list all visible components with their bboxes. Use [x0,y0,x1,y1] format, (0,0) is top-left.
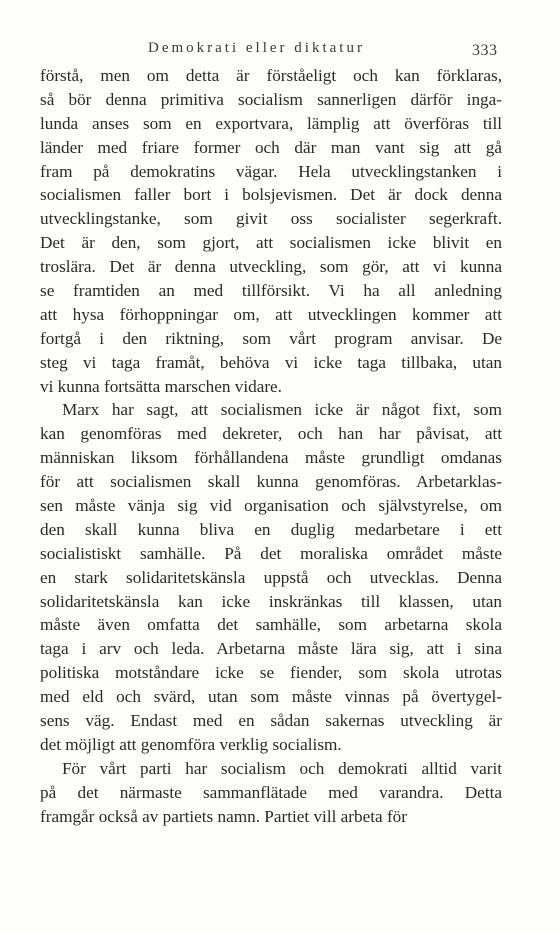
text-line: så bör denna primitiva socialism sannerligen därför inga- [40,89,502,109]
paragraph [40,757,502,829]
paragraph [40,64,502,398]
text-line: fortgå i den riktning, som vårt program anvisar. De [40,328,502,348]
text-line: socialismen faller bort i bolsjevismen. Det är dock denna [40,185,502,205]
text-line: troslära. Det är denna utveckling, som gör, att vi kunna [40,257,502,277]
text-line: förstå, men om detta är förståeligt och kan förklaras, [40,66,502,85]
text-line: politiska motståndare icke se fiender, som skola utrotas [40,663,502,683]
text-line: solidaritetskänsla kan icke inskränkas till klassen, utan [40,591,502,611]
paragraph [40,398,502,756]
text-line: steg vi taga framåt, behöva vi icke taga tillbaka, utan [40,352,502,372]
text-line: utvecklingstanke, som givit oss socialister segerkraft. [40,209,502,229]
text-line: länder med friare former och där man vant sig att gå [40,137,502,157]
text-line: vi kunna fortsätta marschen vidare. [40,376,282,396]
running-head [0,40,560,64]
text-line: måste även omfatta det samhälle, som arbetarna skola [40,615,502,635]
text-line: sen måste vänja sig vid organisation och självstyrelse, om [40,496,502,516]
text-line: För vårt parti har socialism och demokrati alltid varit [62,758,502,778]
text-line: sens väg. Endast med en sådan sakernas utveckling är [40,711,502,731]
text-line: på det närmaste sammanflätade med varandra. Detta [40,782,502,802]
running-title: Demokrati eller diktatur [148,40,365,56]
text-line: en stark solidaritetskänsla uppstå och utvecklas. Denna [40,567,502,587]
text-line: med eld och svärd, utan som måste vinnas på övertygel- [40,687,502,707]
page-number: 333 [472,42,498,59]
text-line: Det är den, som gjort, att socialismen icke blivit en [40,233,502,253]
text-line: människan liksom förhållandena måste grundligt omdanas [40,448,502,468]
text-line: den skall kunna bliva en duglig medarbetare i ett [40,519,502,539]
text-line: det möjligt att genomföra verklig socialism. [40,734,342,754]
text-line: att hysa förhoppningar om, att utvecklingen kommer att [40,304,502,324]
text-line: fram på demokratins vägar. Hela utvecklingstanken i [40,161,502,181]
text-line: se framtiden an med tillförsikt. Vi ha all anledning [40,281,502,301]
text-line: socialistiskt samhälle. På det moraliska området måste [40,543,502,563]
text-line: lunda anses som en exportvara, lämplig att överföras till [40,113,502,133]
text-line: Marx har sagt, att socialismen icke är något fixt, som [62,400,502,420]
text-line: taga i arv och leda. Arbetarna måste lära sig, att i sina [40,639,502,659]
body-text [40,64,502,829]
text-line: kan genomföras med dekreter, och han har påvisat, att [40,424,502,444]
text-line: för att socialismen skall kunna genomföras. Arbetarklas- [40,472,502,492]
text-line: framgår också av partiets namn. Partiet vill arbeta för [40,806,407,826]
